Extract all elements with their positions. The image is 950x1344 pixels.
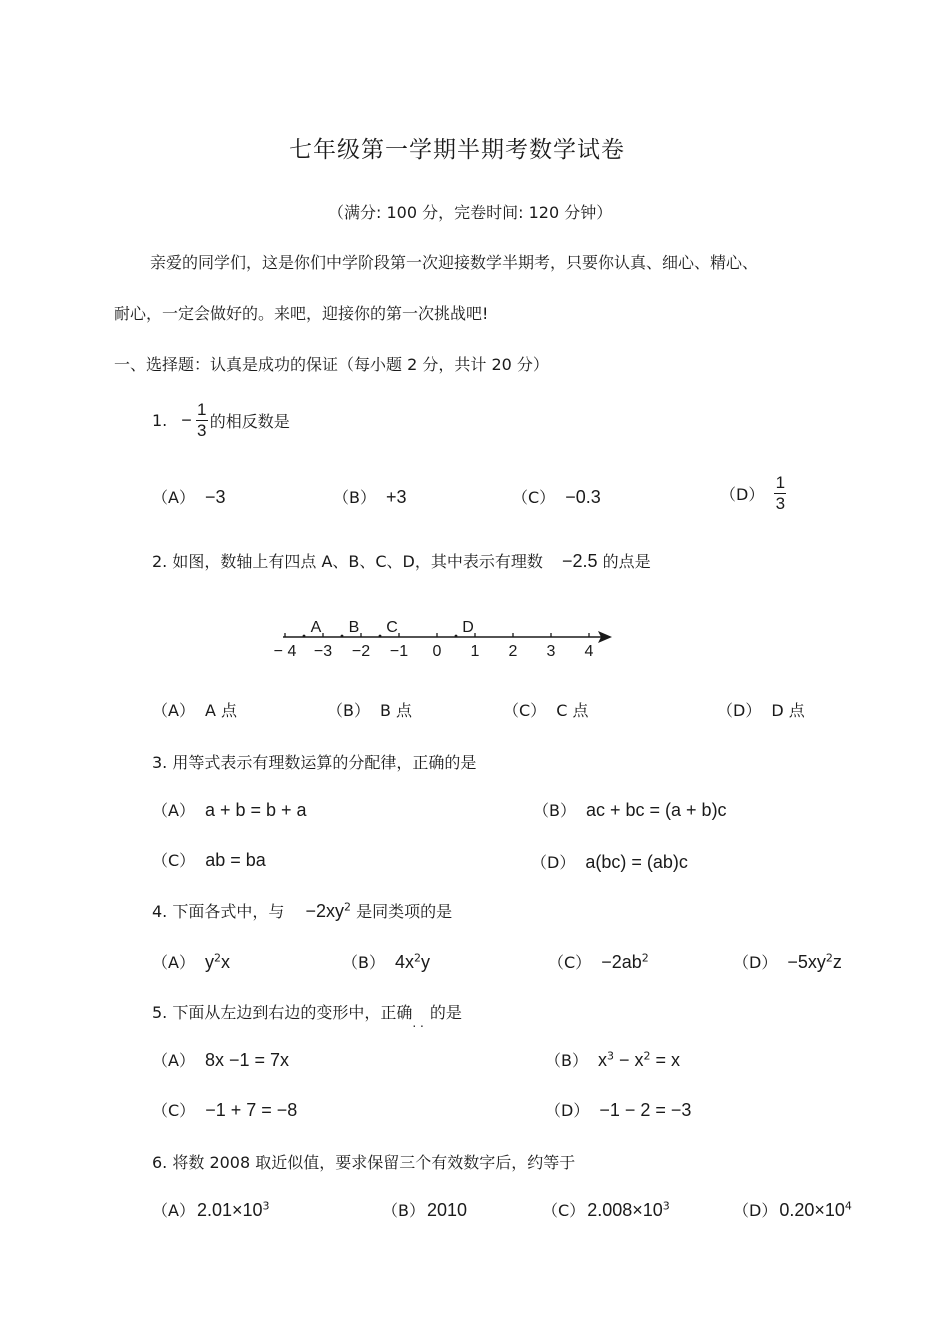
exponent: 2 xyxy=(213,951,221,965)
option-label: （B） xyxy=(342,953,385,972)
option-label: （D） xyxy=(531,853,576,872)
tick-label: 3 xyxy=(546,643,556,660)
option-label: （A） xyxy=(152,953,195,972)
exponent: 3 xyxy=(262,1199,270,1213)
q4-option-b[interactable] xyxy=(342,950,430,973)
question-tail: 的是 xyxy=(429,1003,462,1022)
point-label: D xyxy=(462,619,474,636)
option-value-tail: x xyxy=(220,952,230,972)
option-value-tail: z xyxy=(832,952,842,972)
question-6: 6. 将数 2008 取近似值，要求保留三个有效数字后，约等于 xyxy=(152,1153,576,1172)
option-value: x xyxy=(597,1050,607,1070)
question-text: 2. 如图，数轴上有四点 A、B、C、D，其中表示有理数 xyxy=(152,552,543,571)
denominator: 3 xyxy=(775,494,786,513)
option-value-tail: y xyxy=(421,952,430,972)
option-value: −3 xyxy=(204,487,226,507)
q6-option-c[interactable] xyxy=(542,1198,670,1221)
option-label: （C） xyxy=(542,1201,586,1220)
q2-option-c[interactable] xyxy=(503,698,588,721)
option-value-tail: = x xyxy=(650,1050,681,1070)
option-label: （A） xyxy=(152,1201,195,1220)
exponent: 3 xyxy=(606,1049,614,1063)
point-marker xyxy=(455,635,458,638)
option-label: （C） xyxy=(503,701,547,720)
option-value: −0.3 xyxy=(565,487,601,507)
option-label: （D） xyxy=(545,1101,590,1120)
q4-option-d[interactable] xyxy=(733,950,842,973)
option-value-mid: − x xyxy=(613,1050,644,1070)
q1-option-c[interactable] xyxy=(512,485,601,508)
option-label: （D） xyxy=(720,485,765,504)
option-value: ab = ba xyxy=(205,850,266,870)
exponent: 3 xyxy=(662,1199,670,1213)
point-label: A xyxy=(310,619,322,636)
option-value: 8x −1 = 7x xyxy=(204,1050,290,1070)
question-text: 4. 下面各式中，与 xyxy=(152,902,285,921)
tick-label: 0 xyxy=(432,643,442,660)
fraction xyxy=(774,473,786,514)
q3-option-c[interactable] xyxy=(152,848,266,871)
option-value: 2.01×10 xyxy=(196,1200,263,1220)
q5-option-c[interactable] xyxy=(152,1098,297,1121)
option-value: B 点 xyxy=(379,701,413,720)
option-label: （A） xyxy=(152,701,195,720)
option-value: −5xy xyxy=(787,952,826,972)
exponent: 2 xyxy=(641,951,649,965)
tick-label: −3 xyxy=(313,643,333,660)
section-heading: 一、选择题：认真是成功的保证（每小题 2 分，共计 20 分） xyxy=(114,355,549,374)
q2-option-d[interactable] xyxy=(717,698,805,721)
option-label: （D） xyxy=(733,953,778,972)
tick-label: −2 xyxy=(351,643,371,660)
numerator: 1 xyxy=(775,473,786,492)
question-number: 1. xyxy=(152,411,168,430)
tick-label: − 4 xyxy=(273,643,297,660)
numerator: 1 xyxy=(197,400,207,419)
question-tail: 是同类项的是 xyxy=(356,902,453,921)
question-expr: −2xy xyxy=(305,901,344,921)
option-value: 4x xyxy=(394,952,414,972)
q5-option-d[interactable] xyxy=(545,1098,691,1121)
option-label: （D） xyxy=(717,701,762,720)
number-line xyxy=(255,612,625,664)
option-label: （A） xyxy=(152,801,195,820)
option-value: −1 + 7 = −8 xyxy=(205,1100,298,1120)
question-value: −2.5 xyxy=(561,551,598,571)
option-label: （A） xyxy=(152,1051,195,1070)
option-label: （B） xyxy=(533,801,576,820)
denominator: 3 xyxy=(197,421,207,440)
option-label: （C） xyxy=(512,488,556,507)
option-value: A 点 xyxy=(204,701,237,720)
q3-option-d[interactable] xyxy=(531,850,688,873)
option-value: 0.20×10 xyxy=(779,1200,845,1220)
q4-option-a[interactable] xyxy=(152,950,230,973)
option-label: （A） xyxy=(152,488,195,507)
question-text: 5. 下面从左边到右边的变形中，正确 xyxy=(152,1003,413,1022)
q3-option-b[interactable] xyxy=(533,798,727,821)
point-marker xyxy=(303,635,306,638)
exponent: 2 xyxy=(825,951,833,965)
option-value: −2ab xyxy=(601,952,642,972)
q2-option-b[interactable] xyxy=(327,698,412,721)
q6-option-d[interactable] xyxy=(733,1198,852,1221)
q5-option-a[interactable] xyxy=(152,1048,289,1071)
q5-option-b[interactable] xyxy=(545,1048,680,1071)
point-label: C xyxy=(386,619,398,636)
q3-option-a[interactable] xyxy=(152,798,307,821)
question-2 xyxy=(152,549,651,572)
score-info: （满分: 100 分，完卷时间: 120 分钟） xyxy=(328,203,613,222)
option-label: （B） xyxy=(545,1051,588,1070)
q4-option-c[interactable] xyxy=(548,950,649,973)
q6-option-b[interactable] xyxy=(382,1198,467,1221)
question-4 xyxy=(152,899,452,922)
exponent: 2 xyxy=(343,900,351,914)
option-value: 2010 xyxy=(426,1200,468,1220)
option-value: 2.008×10 xyxy=(587,1200,663,1220)
question-text: 的相反数是 xyxy=(209,412,290,431)
question-1 xyxy=(152,400,290,441)
exponent: 2 xyxy=(643,1049,651,1063)
option-value: −1 − 2 = −3 xyxy=(599,1100,692,1120)
point-label: B xyxy=(348,619,360,636)
emphasis-dots: . . xyxy=(412,1016,424,1030)
option-label: （B） xyxy=(382,1201,425,1220)
option-value: +3 xyxy=(385,487,407,507)
option-value: a + b = b + a xyxy=(204,800,307,820)
option-label: （C） xyxy=(152,851,196,870)
tick-label: 1 xyxy=(470,643,480,660)
option-label: （B） xyxy=(327,701,370,720)
option-label: （C） xyxy=(548,953,592,972)
exponent: 4 xyxy=(844,1199,852,1213)
exponent: 2 xyxy=(414,951,421,965)
q1-option-a[interactable] xyxy=(152,485,225,508)
q2-option-a[interactable] xyxy=(152,698,237,721)
point-marker xyxy=(379,635,382,638)
option-value: y xyxy=(204,952,214,972)
q6-option-a[interactable] xyxy=(152,1198,270,1221)
tick-label: 2 xyxy=(508,643,518,660)
option-value: D 点 xyxy=(771,701,805,720)
fraction xyxy=(196,400,208,441)
question-3: 3. 用等式表示有理数运算的分配律，正确的是 xyxy=(152,753,477,772)
intro-line-1: 亲爱的同学们，这是你们中学阶段第一次迎接数学半期考，只要你认真、细心、精心、 xyxy=(150,253,759,272)
option-label: （D） xyxy=(733,1201,778,1220)
option-value: ac + bc = (a + b)c xyxy=(585,800,727,820)
intro-line-2: 耐心，一定会做好的。来吧，迎接你的第一次挑战吧! xyxy=(114,304,489,323)
q1-option-b[interactable] xyxy=(333,485,407,508)
option-value: C 点 xyxy=(556,701,589,720)
tick-label: −1 xyxy=(389,643,409,660)
minus-sign: − xyxy=(181,410,192,430)
page-title: 七年级第一学期半期考数学试卷 xyxy=(289,137,625,163)
question-5 xyxy=(152,1000,462,1030)
point-marker xyxy=(341,635,344,638)
option-label: （B） xyxy=(333,488,376,507)
question-tail: 的点是 xyxy=(602,552,651,571)
option-value: a(bc) = (ab)c xyxy=(585,852,688,872)
q1-option-d[interactable] xyxy=(720,473,786,514)
option-label: （C） xyxy=(152,1101,196,1120)
tick-label: 4 xyxy=(584,643,594,660)
